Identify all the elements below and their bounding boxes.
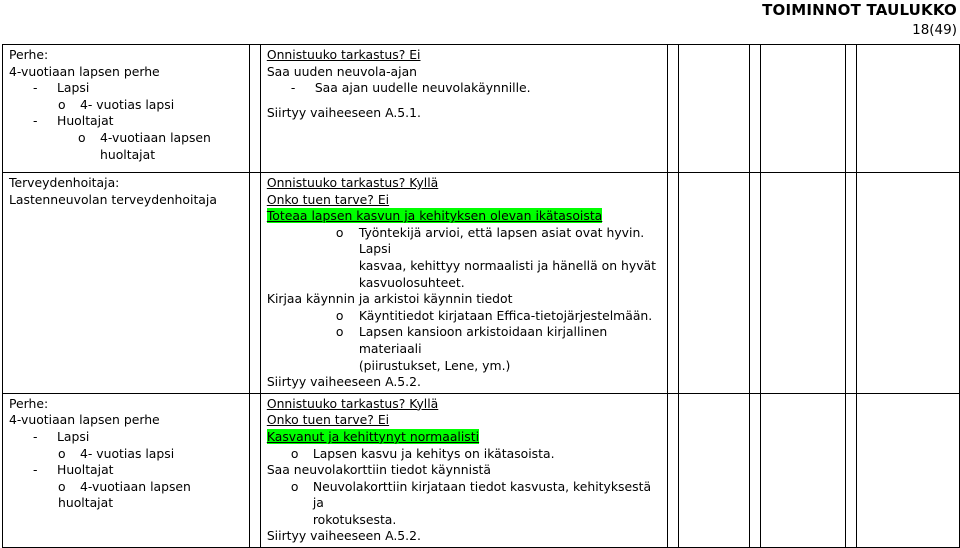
next-phase: Siirtyy vaiheeseen A.5.2. [266, 528, 421, 544]
check-question: Onnistuuko tarkastus? Kyllä [266, 395, 439, 411]
spacer [249, 393, 260, 547]
list-item: huoltajat [100, 146, 156, 162]
action-line: Kirjaa käynnin ja arkistoi käynnin tiedot [266, 291, 513, 307]
check-question: Onnistuuko tarkastus? Ei [266, 47, 421, 62]
empty-cell [679, 45, 750, 173]
highlighted-finding: Kasvanut ja kehittynyt normaalisti [266, 428, 480, 444]
list-item: o Lapsen kansioon arkistoidaan kirjallinen materiaali (piirustukset, Lene, ym.) [335, 324, 608, 373]
spacer [749, 173, 760, 394]
empty-cell [679, 173, 750, 394]
table-row [3, 45, 960, 173]
empty-cell [857, 173, 960, 394]
actor-heading: Perhe: [9, 395, 49, 411]
check-question: Onnistuuko tarkastus? Kyllä [266, 175, 439, 190]
list-item: o Käyntitiedot kirjataan Effica-tietojärjestelmään. [335, 307, 653, 323]
actor-cell [3, 45, 250, 173]
action-cell [260, 45, 667, 173]
spacer [668, 393, 679, 547]
actor-heading: Perhe: [9, 47, 49, 62]
actor-cell [3, 173, 250, 394]
support-question: Onko tuen tarve? Ei [266, 412, 390, 428]
list-item: - Lapsi [33, 80, 90, 96]
spacer [846, 45, 857, 173]
list-item: - Saa ajan uudelle neuvolakäynnille. [290, 80, 531, 96]
actor-cell [3, 393, 250, 547]
list-item: - Huoltajat [33, 462, 114, 478]
highlighted-finding: Toteaa lapsen kasvun ja kehityksen olevan ikätasoista [266, 208, 603, 224]
page-number: 18(49) [912, 22, 957, 38]
list-item: o 4-vuotiaan lapsen [78, 129, 211, 145]
actor-line: 4-vuotiaan lapsen perhe [9, 63, 160, 79]
action-cell [260, 393, 667, 547]
actor-line: 4-vuotiaan lapsen perhe [9, 412, 160, 428]
empty-cell [760, 173, 846, 394]
list-item: o Neuvolakorttiin kirjataan tiedot kasvusta, kehityksestä ja rokotuksesta. [290, 478, 652, 527]
list-item: - Lapsi [33, 428, 90, 444]
support-question: Onko tuen tarve? Ei [266, 191, 390, 207]
action-line: Saa uuden neuvola-ajan [266, 63, 418, 79]
spacer [749, 45, 760, 173]
next-phase: Siirtyy vaiheeseen A.5.2. [266, 374, 421, 390]
next-phase: Siirtyy vaiheeseen A.5.1. [266, 104, 421, 120]
empty-cell [760, 393, 846, 547]
action-line: Saa neuvolakorttiin tiedot käynnistä [266, 462, 491, 478]
spacer [668, 173, 679, 394]
list-item: - Huoltajat [33, 113, 114, 129]
spacer [249, 45, 260, 173]
process-table [2, 44, 960, 548]
empty-cell [760, 45, 846, 173]
empty-cell [857, 393, 960, 547]
spacer [846, 173, 857, 394]
table-row [3, 393, 960, 547]
spacer [749, 393, 760, 547]
spacer [249, 173, 260, 394]
actor-heading: Terveydenhoitaja: [9, 175, 120, 190]
actor-line: Lastenneuvolan terveydenhoitaja [9, 191, 217, 207]
list-item: o 4- vuotias lapsi [58, 445, 175, 461]
list-item: o 4- vuotias lapsi [58, 96, 175, 112]
document-title: TOIMINNOT TAULUKKO [762, 1, 957, 19]
action-cell [260, 173, 667, 394]
list-item: o Työntekijä arvioi, että lapsen asiat ovat hyvin. Lapsi kasvaa, kehittyy normaalisti ja hänellä on hyvät kasvuolosuhteet. [335, 224, 656, 290]
list-item: o Lapsen kasvu ja kehitys on ikätasoista. [290, 445, 555, 461]
empty-cell [857, 45, 960, 173]
list-item: o 4-vuotiaan lapsen huoltajat [58, 478, 191, 511]
empty-cell [679, 393, 750, 547]
table-row [3, 173, 960, 394]
spacer [846, 393, 857, 547]
spacer [668, 45, 679, 173]
